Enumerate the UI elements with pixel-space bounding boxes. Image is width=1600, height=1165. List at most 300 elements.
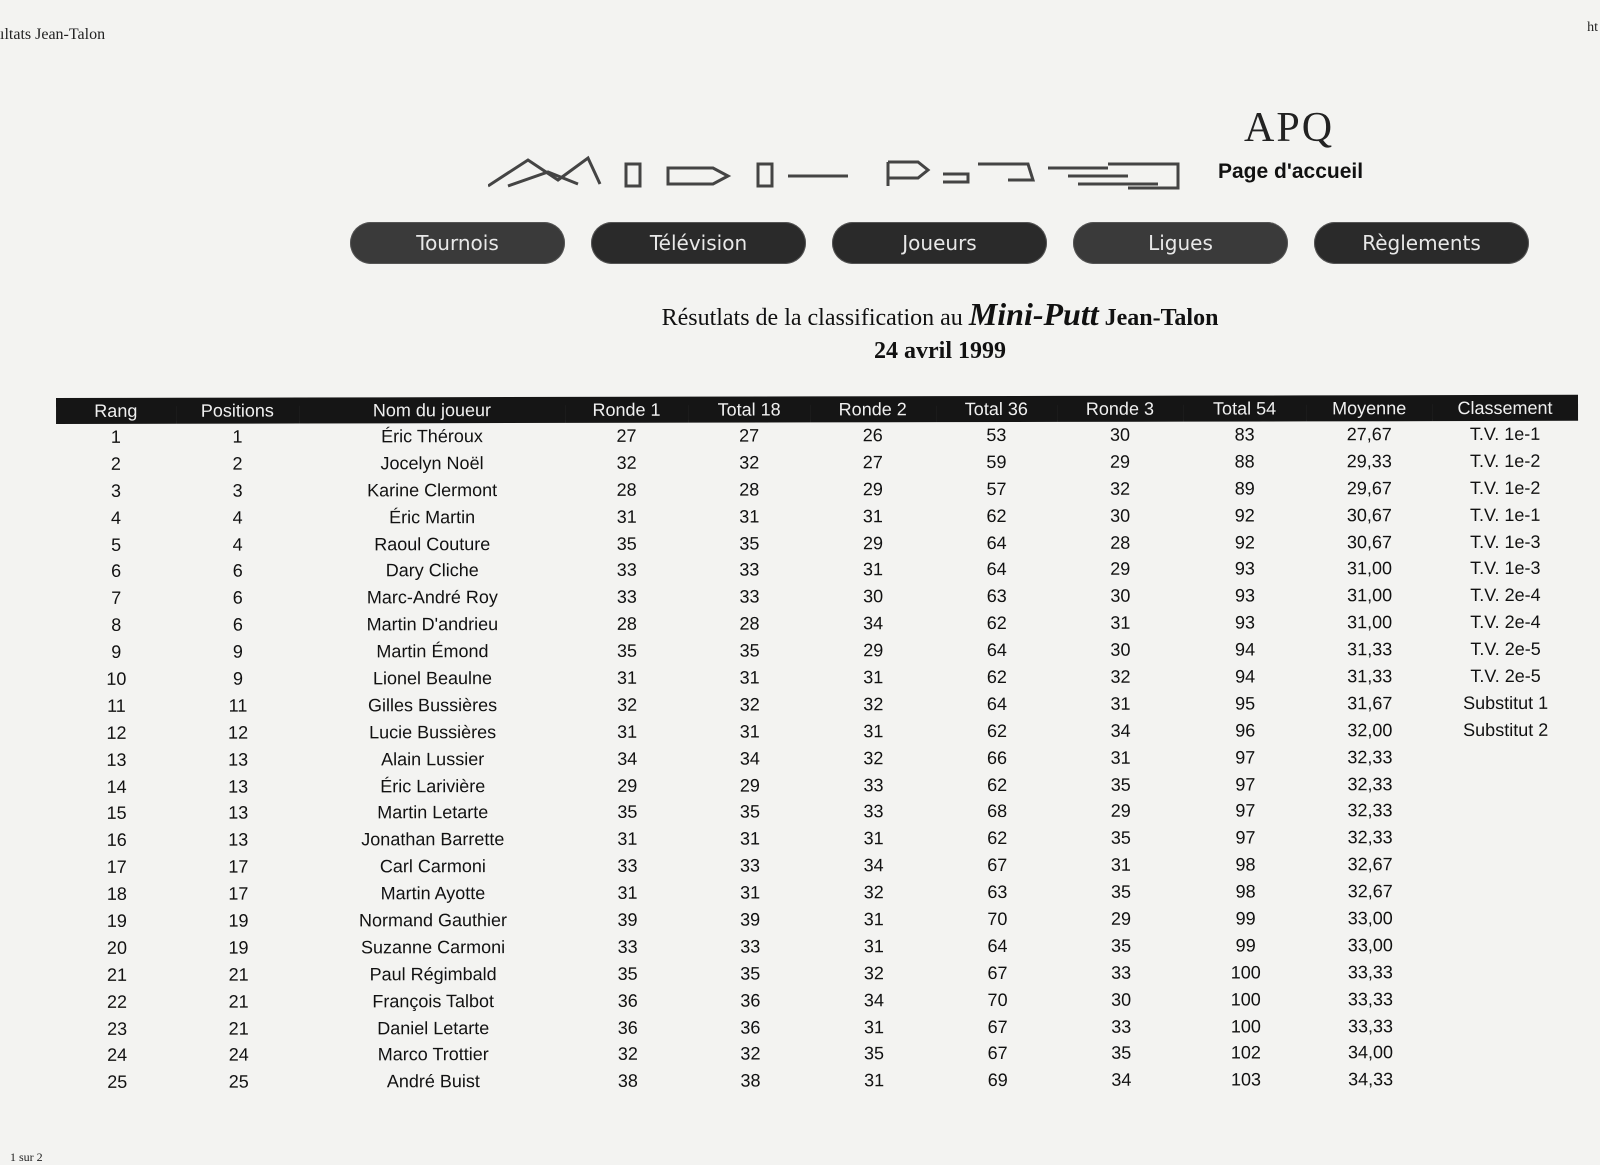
cell-positions: 19 bbox=[228, 910, 249, 931]
cell-total-36: 57 bbox=[986, 478, 1007, 499]
table-row bbox=[56, 555, 1578, 585]
nav-joueurs-button[interactable]: Joueurs bbox=[832, 222, 1047, 264]
cell-classement: T.V. 1e-3 bbox=[1470, 558, 1541, 579]
cell-classement bbox=[1433, 986, 1579, 1013]
table-row bbox=[57, 986, 1579, 1016]
cell-ronde-2: 29 bbox=[862, 532, 884, 553]
cell-ronde-2: 32 bbox=[863, 694, 884, 715]
header-nom-du-joueur: Nom du joueur bbox=[299, 397, 565, 424]
cell-total-36: 59 bbox=[986, 451, 1007, 472]
cell-classement: Substitut 2 bbox=[1463, 719, 1549, 740]
cell-classement bbox=[1433, 1012, 1579, 1039]
cell-nom-du-joueur: Suzanne Carmoni bbox=[360, 936, 506, 958]
cell-moyenne: 33,00 bbox=[1347, 908, 1393, 929]
cell-ronde-2: 29 bbox=[862, 478, 883, 500]
cell-moyenne: 32,33 bbox=[1347, 827, 1393, 848]
cell-moyenne: 31,00 bbox=[1346, 558, 1393, 579]
cell-ronde-1: 28 bbox=[616, 479, 637, 500]
cell-ronde-2: 31 bbox=[863, 1016, 885, 1037]
cell-nom-du-joueur: Karine Clermont bbox=[367, 479, 498, 501]
cell-nom-du-joueur: Lionel Beaulne bbox=[372, 668, 493, 689]
table-row bbox=[57, 1066, 1579, 1096]
cell-classement bbox=[1433, 824, 1579, 851]
cell-total-54: 83 bbox=[1234, 424, 1255, 445]
table-row bbox=[56, 421, 1578, 451]
header-rang: Rang bbox=[56, 398, 176, 424]
cell-ronde-3: 35 bbox=[1110, 828, 1131, 849]
cell-ronde-2: 30 bbox=[863, 586, 884, 607]
cell-nom-du-joueur: André Buist bbox=[386, 1071, 480, 1092]
cell-nom-du-joueur: Daniel Letarte bbox=[377, 1017, 490, 1038]
cell-total-54: 93 bbox=[1234, 585, 1255, 606]
cell-total-36: 67 bbox=[987, 1016, 1008, 1037]
table-row bbox=[57, 797, 1579, 827]
cell-ronde-1: 29 bbox=[617, 775, 638, 796]
cell-ronde-3: 35 bbox=[1110, 774, 1131, 795]
table-row bbox=[57, 905, 1579, 935]
cell-rang: 11 bbox=[107, 695, 126, 716]
cell-positions: 4 bbox=[232, 507, 243, 528]
cell-ronde-2: 31 bbox=[862, 505, 883, 526]
cell-ronde-3: 31 bbox=[1110, 693, 1131, 714]
cell-nom-du-joueur: Marc-André Roy bbox=[366, 587, 498, 608]
cell-positions: 6 bbox=[232, 614, 243, 635]
cell-moyenne: 31,00 bbox=[1347, 585, 1393, 606]
cell-moyenne: 31,33 bbox=[1347, 666, 1393, 687]
home-link[interactable]: Page d'accueil bbox=[1218, 160, 1364, 183]
cell-total-36: 70 bbox=[987, 908, 1008, 930]
cell-positions: 25 bbox=[228, 1071, 249, 1092]
cell-moyenne: 32,67 bbox=[1347, 881, 1393, 902]
cell-positions: 6 bbox=[232, 587, 243, 608]
cell-total-54: 97 bbox=[1235, 774, 1256, 795]
cell-rang: 9 bbox=[111, 641, 122, 662]
cell-ronde-2: 29 bbox=[863, 640, 884, 661]
cell-ronde-2: 35 bbox=[864, 1043, 885, 1064]
cell-moyenne: 32,00 bbox=[1347, 719, 1393, 741]
table-row bbox=[57, 770, 1579, 800]
table-row bbox=[57, 717, 1579, 747]
cell-ronde-3: 31 bbox=[1110, 612, 1131, 633]
cell-total-18: 36 bbox=[740, 990, 761, 1011]
cell-classement: T.V. 1e-2 bbox=[1469, 450, 1541, 471]
cell-positions: 13 bbox=[228, 803, 249, 824]
cell-positions: 13 bbox=[228, 749, 249, 770]
cell-rang: 4 bbox=[110, 507, 122, 528]
cell-rang: 5 bbox=[111, 534, 122, 555]
cell-nom-du-joueur: Alain Lussier bbox=[381, 748, 485, 769]
cell-moyenne: 33,00 bbox=[1347, 935, 1393, 956]
cell-moyenne: 29,67 bbox=[1346, 477, 1392, 499]
header-moyenne: Moyenne bbox=[1306, 395, 1432, 421]
cell-total-18: 31 bbox=[739, 506, 760, 527]
cell-classement: T.V. 1e-2 bbox=[1469, 477, 1541, 498]
cell-moyenne: 30,67 bbox=[1346, 504, 1392, 525]
cell-total-54: 93 bbox=[1234, 612, 1256, 633]
cell-total-36: 53 bbox=[986, 424, 1007, 445]
title-prefix: Résutlats de la classification au bbox=[661, 305, 969, 331]
table-row bbox=[57, 932, 1579, 962]
cell-total-18: 27 bbox=[739, 425, 760, 446]
cell-total-36: 64 bbox=[986, 693, 1007, 714]
cell-ronde-2: 31 bbox=[863, 828, 884, 849]
cell-nom-du-joueur: Éric Martin bbox=[389, 506, 476, 527]
cell-ronde-2: 33 bbox=[863, 801, 884, 822]
cell-moyenne: 29,33 bbox=[1346, 451, 1392, 472]
cell-rang: 18 bbox=[106, 883, 127, 904]
cell-ronde-1: 33 bbox=[617, 936, 638, 957]
cell-total-18: 33 bbox=[739, 559, 760, 580]
cell-total-18: 28 bbox=[739, 613, 760, 634]
cell-classement: T.V. 2e-4 bbox=[1470, 612, 1541, 633]
cell-classement bbox=[1433, 932, 1579, 959]
cell-rang: 2 bbox=[110, 453, 121, 474]
cell-total-54: 89 bbox=[1234, 478, 1255, 499]
cell-total-36: 62 bbox=[987, 828, 1008, 849]
cell-nom-du-joueur: Martin Letarte bbox=[377, 802, 489, 823]
cell-moyenne: 31,33 bbox=[1347, 639, 1393, 660]
cell-total-36: 70 bbox=[987, 989, 1008, 1010]
cell-rang: 17 bbox=[106, 857, 127, 878]
cell-ronde-3: 30 bbox=[1110, 639, 1131, 660]
table-row bbox=[57, 851, 1579, 881]
cell-total-18: 31 bbox=[739, 667, 760, 688]
cell-ronde-2: 31 bbox=[863, 909, 884, 930]
cell-ronde-3: 31 bbox=[1110, 854, 1131, 875]
table-row bbox=[56, 501, 1578, 531]
cell-total-36: 62 bbox=[986, 720, 1008, 741]
cell-positions: 24 bbox=[228, 1045, 249, 1066]
cell-total-54: 92 bbox=[1234, 505, 1255, 526]
cell-ronde-1: 36 bbox=[617, 990, 638, 1011]
cell-total-18: 39 bbox=[740, 909, 761, 930]
cell-total-54: 97 bbox=[1235, 827, 1256, 848]
cell-nom-du-joueur: Éric Théroux bbox=[381, 426, 483, 447]
cell-moyenne: 30,67 bbox=[1346, 531, 1393, 552]
cell-moyenne: 33,33 bbox=[1347, 961, 1393, 983]
cell-ronde-3: 29 bbox=[1110, 559, 1131, 580]
cell-total-36: 62 bbox=[986, 666, 1007, 688]
cell-nom-du-joueur: Normand Gauthier bbox=[358, 910, 508, 931]
cell-ronde-3: 35 bbox=[1111, 935, 1132, 956]
cell-ronde-3: 35 bbox=[1110, 881, 1131, 902]
cell-total-18: 32 bbox=[739, 452, 760, 473]
cell-total-54: 103 bbox=[1230, 1069, 1262, 1090]
cell-rang: 8 bbox=[111, 615, 122, 636]
cell-ronde-1: 28 bbox=[616, 613, 637, 634]
cell-ronde-2: 32 bbox=[863, 882, 884, 903]
cell-total-36: 64 bbox=[986, 640, 1007, 661]
cell-ronde-1: 34 bbox=[617, 748, 638, 769]
cell-total-18: 38 bbox=[740, 1070, 761, 1091]
cell-ronde-2: 27 bbox=[862, 452, 883, 473]
cell-nom-du-joueur: Lucie Bussières bbox=[369, 721, 497, 743]
apq-logo: APQ bbox=[1244, 105, 1335, 151]
cell-total-18: 34 bbox=[739, 748, 760, 769]
cell-ronde-1: 35 bbox=[617, 802, 638, 823]
cell-total-18: 35 bbox=[739, 533, 760, 554]
nav-ligues-button[interactable]: Ligues bbox=[1073, 222, 1288, 264]
cell-classement: T.V. 1e-1 bbox=[1470, 504, 1541, 525]
cell-total-36: 67 bbox=[987, 855, 1008, 876]
cell-moyenne: 34,00 bbox=[1347, 1042, 1394, 1063]
cell-ronde-2: 33 bbox=[863, 774, 884, 795]
header-ronde-2: Ronde 2 bbox=[810, 396, 936, 422]
cell-classement: T.V. 2e-5 bbox=[1470, 638, 1541, 660]
table-row bbox=[57, 824, 1579, 854]
cell-ronde-3: 29 bbox=[1110, 801, 1131, 822]
cell-total-54: 93 bbox=[1234, 558, 1255, 579]
cell-ronde-3: 30 bbox=[1111, 989, 1132, 1010]
cell-ronde-3: 32 bbox=[1110, 666, 1131, 687]
cell-total-36: 64 bbox=[986, 532, 1007, 553]
cell-positions: 21 bbox=[228, 991, 249, 1012]
cell-classement bbox=[1433, 743, 1579, 770]
cell-ronde-3: 29 bbox=[1110, 908, 1132, 929]
cell-ronde-2: 26 bbox=[862, 425, 883, 446]
cell-total-54: 100 bbox=[1230, 1016, 1261, 1037]
main-nav bbox=[350, 222, 1529, 264]
cell-moyenne: 32,33 bbox=[1347, 773, 1393, 794]
table-row bbox=[56, 582, 1578, 612]
cell-total-54: 99 bbox=[1235, 935, 1256, 956]
cell-positions: 6 bbox=[232, 560, 243, 582]
cell-total-54: 100 bbox=[1230, 989, 1261, 1010]
cell-ronde-1: 39 bbox=[617, 909, 638, 930]
cell-total-54: 94 bbox=[1235, 666, 1256, 687]
cell-ronde-2: 31 bbox=[863, 936, 884, 957]
cell-total-54: 102 bbox=[1230, 1042, 1261, 1063]
cell-nom-du-joueur: Jocelyn Noël bbox=[380, 452, 484, 474]
cell-ronde-3: 31 bbox=[1110, 747, 1131, 768]
cell-total-18: 35 bbox=[740, 963, 761, 984]
cell-ronde-1: 31 bbox=[617, 721, 638, 742]
cell-ronde-2: 34 bbox=[863, 989, 884, 1010]
cell-total-54: 95 bbox=[1235, 693, 1256, 714]
cell-positions: 17 bbox=[228, 883, 249, 904]
cell-total-36: 67 bbox=[987, 1043, 1008, 1064]
cell-total-54: 100 bbox=[1230, 962, 1261, 983]
nav-reglements-button[interactable]: Règlements bbox=[1314, 222, 1529, 264]
cell-total-18: 28 bbox=[739, 479, 760, 500]
cell-total-36: 62 bbox=[986, 505, 1007, 526]
header-total-36: Total 36 bbox=[935, 396, 1057, 422]
cell-total-54: 92 bbox=[1234, 531, 1255, 553]
cell-total-18: 29 bbox=[739, 775, 760, 796]
cell-ronde-2: 34 bbox=[863, 855, 884, 876]
header-positions: Positions bbox=[176, 397, 300, 423]
nav-tournois-button[interactable]: Tournois bbox=[350, 222, 565, 264]
cell-positions: 1 bbox=[232, 426, 243, 447]
cell-total-36: 64 bbox=[987, 935, 1008, 956]
table-row bbox=[56, 448, 1578, 478]
cell-ronde-1: 31 bbox=[616, 506, 637, 527]
cell-rang: 3 bbox=[110, 480, 121, 501]
cell-positions: 17 bbox=[228, 856, 249, 877]
cell-ronde-1: 32 bbox=[616, 452, 637, 473]
header-total-18: Total 18 bbox=[688, 396, 810, 422]
cell-moyenne: 33,33 bbox=[1347, 1015, 1394, 1036]
header-ronde-1: Ronde 1 bbox=[565, 397, 689, 423]
cell-ronde-2: 34 bbox=[863, 613, 884, 634]
cell-positions: 13 bbox=[228, 829, 249, 850]
cell-moyenne: 31,00 bbox=[1347, 612, 1393, 633]
cell-ronde-3: 29 bbox=[1110, 451, 1131, 472]
cell-positions: 4 bbox=[232, 534, 243, 555]
cell-ronde-3: 33 bbox=[1111, 1016, 1132, 1037]
table-row bbox=[56, 475, 1578, 505]
cell-ronde-1: 31 bbox=[617, 829, 638, 850]
cell-ronde-1: 27 bbox=[616, 425, 637, 446]
cell-ronde-3: 30 bbox=[1110, 505, 1131, 526]
table-row bbox=[57, 1012, 1579, 1042]
nav-television-button[interactable]: Télévision bbox=[591, 222, 806, 264]
cell-classement: T.V. 2e-4 bbox=[1470, 585, 1541, 606]
cell-ronde-1: 35 bbox=[616, 640, 638, 661]
cell-total-36: 63 bbox=[986, 586, 1007, 607]
cell-classement bbox=[1433, 770, 1579, 797]
print-footer-page: 1 sur 2 bbox=[10, 1150, 43, 1164]
cell-total-36: 67 bbox=[987, 962, 1008, 983]
cell-ronde-2: 31 bbox=[863, 721, 884, 742]
cell-total-18: 31 bbox=[739, 721, 760, 742]
cell-ronde-3: 32 bbox=[1110, 478, 1131, 499]
cell-classement bbox=[1433, 1039, 1579, 1066]
cell-nom-du-joueur: François Talbot bbox=[372, 990, 495, 1011]
table-row bbox=[57, 959, 1579, 989]
cell-positions: 2 bbox=[232, 453, 243, 474]
cell-ronde-2: 32 bbox=[863, 963, 884, 984]
cell-total-18: 35 bbox=[739, 640, 760, 661]
cell-ronde-2: 31 bbox=[863, 667, 884, 688]
cell-total-54: 94 bbox=[1235, 639, 1256, 660]
cell-positions: 13 bbox=[228, 776, 249, 797]
cell-rang: 21 bbox=[106, 964, 128, 985]
cell-total-18: 36 bbox=[740, 1017, 761, 1038]
page-date: 24 avril 1999 bbox=[874, 338, 1006, 364]
cell-rang: 23 bbox=[107, 1018, 128, 1039]
cell-total-54: 97 bbox=[1235, 800, 1256, 821]
table-row bbox=[56, 528, 1578, 558]
cell-rang: 12 bbox=[106, 722, 127, 743]
cell-ronde-3: 28 bbox=[1110, 532, 1131, 553]
cell-classement: Substitut 1 bbox=[1463, 692, 1549, 713]
header-ronde-3: Ronde 3 bbox=[1057, 396, 1183, 422]
cell-ronde-1: 35 bbox=[617, 963, 638, 984]
cell-positions: 9 bbox=[232, 668, 243, 689]
cell-nom-du-joueur: Gilles Bussières bbox=[368, 694, 498, 716]
cell-total-36: 62 bbox=[987, 774, 1008, 795]
page-title bbox=[0, 296, 1600, 333]
cell-rang: 19 bbox=[106, 910, 127, 931]
cell-ronde-1: 36 bbox=[617, 1017, 638, 1038]
cell-ronde-3: 30 bbox=[1109, 424, 1131, 445]
cell-total-36: 64 bbox=[986, 559, 1007, 580]
cell-nom-du-joueur: Carl Carmoni bbox=[379, 856, 486, 877]
cell-nom-du-joueur: Marco Trottier bbox=[377, 1044, 489, 1065]
mini-putt-logo bbox=[488, 150, 1188, 196]
cell-positions: 19 bbox=[228, 937, 249, 958]
cell-rang: 20 bbox=[106, 937, 127, 958]
table-row bbox=[57, 1039, 1579, 1069]
cell-moyenne: 34,33 bbox=[1348, 1069, 1394, 1090]
cell-rang: 7 bbox=[111, 588, 122, 609]
title-brand: Mini-Putt bbox=[968, 296, 1099, 332]
cell-total-54: 88 bbox=[1234, 451, 1255, 472]
cell-total-36: 63 bbox=[987, 882, 1008, 903]
cell-nom-du-joueur: Éric Larivière bbox=[380, 775, 486, 796]
cell-total-54: 97 bbox=[1235, 747, 1256, 768]
cell-moyenne: 33,33 bbox=[1347, 988, 1393, 1009]
cell-total-36: 68 bbox=[987, 801, 1008, 822]
table-row bbox=[57, 878, 1579, 908]
cell-rang: 14 bbox=[106, 776, 127, 797]
cell-classement bbox=[1433, 959, 1579, 986]
table-row bbox=[57, 663, 1579, 693]
table-row bbox=[57, 636, 1579, 666]
cell-classement bbox=[1433, 878, 1579, 905]
cell-moyenne: 32,33 bbox=[1347, 800, 1393, 821]
cell-classement: T.V. 1e-3 bbox=[1470, 531, 1541, 552]
cell-total-36: 62 bbox=[986, 613, 1007, 634]
cell-total-54: 98 bbox=[1235, 881, 1256, 902]
cell-nom-du-joueur: Martin Ayotte bbox=[380, 883, 486, 904]
table-row bbox=[57, 743, 1579, 773]
cell-moyenne: 27,67 bbox=[1346, 424, 1392, 445]
cell-total-54: 96 bbox=[1235, 720, 1256, 741]
cell-classement bbox=[1433, 797, 1579, 824]
table-header-row bbox=[56, 395, 1578, 424]
print-header-url: ht bbox=[1587, 20, 1598, 35]
cell-ronde-3: 30 bbox=[1110, 586, 1131, 607]
cell-ronde-1: 31 bbox=[617, 667, 638, 688]
cell-classement: T.V. 2e-5 bbox=[1470, 665, 1541, 686]
cell-nom-du-joueur: Jonathan Barrette bbox=[361, 829, 505, 850]
cell-classement bbox=[1433, 1066, 1579, 1093]
cell-ronde-2: 31 bbox=[862, 559, 884, 580]
cell-total-18: 33 bbox=[740, 936, 761, 957]
cell-rang: 1 bbox=[110, 426, 121, 447]
cell-nom-du-joueur: Martin Émond bbox=[376, 641, 489, 662]
cell-ronde-3: 33 bbox=[1111, 962, 1132, 983]
cell-total-18: 31 bbox=[739, 828, 761, 849]
cell-total-18: 31 bbox=[740, 882, 761, 903]
cell-total-54: 98 bbox=[1235, 854, 1256, 875]
cell-classement bbox=[1433, 851, 1579, 878]
results-table bbox=[56, 395, 1579, 1096]
cell-ronde-1: 38 bbox=[617, 1071, 638, 1092]
cell-ronde-3: 34 bbox=[1110, 720, 1131, 741]
cell-ronde-2: 32 bbox=[863, 747, 884, 768]
cell-total-18: 35 bbox=[739, 801, 760, 822]
cell-total-18: 32 bbox=[740, 1043, 761, 1064]
cell-total-18: 33 bbox=[740, 855, 761, 876]
cell-rang: 15 bbox=[106, 803, 127, 824]
cell-ronde-1: 33 bbox=[616, 587, 637, 608]
cell-total-54: 99 bbox=[1235, 908, 1256, 929]
cell-moyenne: 31,67 bbox=[1347, 693, 1393, 714]
cell-nom-du-joueur: Raoul Couture bbox=[374, 533, 491, 554]
cell-positions: 9 bbox=[232, 641, 243, 662]
cell-rang: 24 bbox=[107, 1045, 128, 1066]
cell-total-18: 33 bbox=[739, 586, 760, 607]
header-classement: Classement bbox=[1432, 395, 1578, 421]
cell-ronde-2: 31 bbox=[864, 1070, 885, 1091]
cell-positions: 21 bbox=[228, 1018, 249, 1039]
header-total-54: Total 54 bbox=[1183, 395, 1307, 421]
cell-rang: 16 bbox=[106, 830, 127, 851]
cell-rang: 10 bbox=[106, 668, 127, 689]
